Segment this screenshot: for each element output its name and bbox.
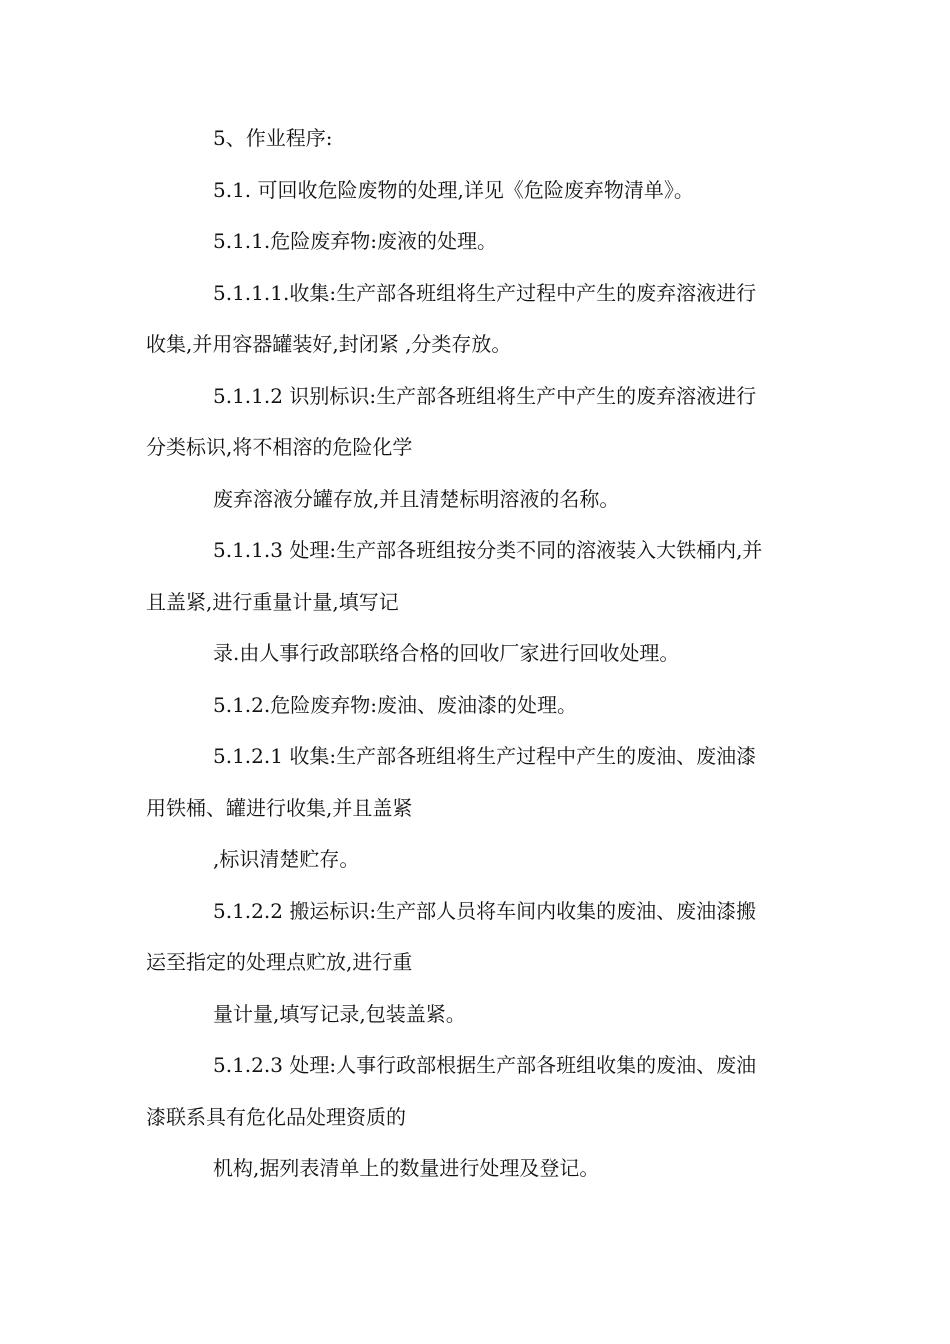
paragraph-5-1-2-3-line-3: 机构,据列表清单上的数量进行处理及登记。: [213, 1156, 600, 1180]
paragraph-5-1-2-3-line-2: 漆联系具有危化品处理资质的: [146, 1104, 406, 1129]
paragraph-5-1-1-1-line-1: 5.1.1.1.收集:生产部各班组将生产过程中产生的废弃溶液进行: [213, 280, 757, 305]
paragraph-5-1-1-3-line-2: 且盖紧,进行重量计量,填写记: [146, 589, 399, 614]
paragraph-5-1-2-3-line-1: 5.1.2.3 处理:人事行政部根据生产部各班组收集的废油、废油: [213, 1053, 757, 1077]
paragraph-5-1-2-2-line-1: 5.1.2.2 搬运标识:生产部人员将车间内收集的废油、废油漆搬: [213, 898, 757, 923]
paragraph-5-1-2-1-line-3: ,标识清楚贮存。: [213, 847, 360, 871]
paragraph-5-1-1-3-line-1: 5.1.1.3 处理:生产部各班组按分类不同的溶液装入大铁桶内,并: [213, 538, 763, 562]
document-body: [146, 118, 806, 1200]
paragraph-5-1-1-2-line-1: 5.1.1.2 识别标识:生产部各班组将生产中产生的废弃溶液进行: [213, 383, 757, 408]
paragraph-5-1-2-2-line-3: 量计量,填写记录,包装盖紧。: [213, 1001, 466, 1026]
paragraph-5-1-2: 5.1.2.危险废弃物:废油、废油漆的处理。: [213, 692, 577, 717]
paragraph-5-1-1-2-line-3: 废弃溶液分罐存放,并且清楚标明溶液的名称。: [213, 486, 620, 511]
paragraph-5-1-1-1-line-2: 收集,并用容器罐装好,封闭紧 ,分类存放。: [146, 332, 512, 356]
paragraph-5-1-2-1-line-2: 用铁桶、罐进行收集,并且盖紧: [146, 795, 413, 820]
paragraph-5-1-2-1-line-1: 5.1.2.1 收集:生产部各班组将生产过程中产生的废油、废油漆: [213, 744, 757, 768]
paragraph-5-1-1: 5.1.1.危险废弃物:废液的处理。: [213, 229, 497, 253]
paragraph-5-1: 5.1. 可回收危险废物的处理,详见《危险废弃物清单》。: [213, 177, 694, 202]
paragraph-5-1-2-2-line-2: 运至指定的处理点贮放,进行重: [146, 950, 413, 974]
section-heading-5: 5、作业程序:: [213, 126, 333, 150]
paragraph-5-1-1-2-line-2: 分类标识,将不相溶的危险化学: [146, 435, 413, 459]
paragraph-5-1-1-3-line-3: 录.由人事行政部联络合格的回收厂家进行回收处理。: [213, 641, 680, 665]
